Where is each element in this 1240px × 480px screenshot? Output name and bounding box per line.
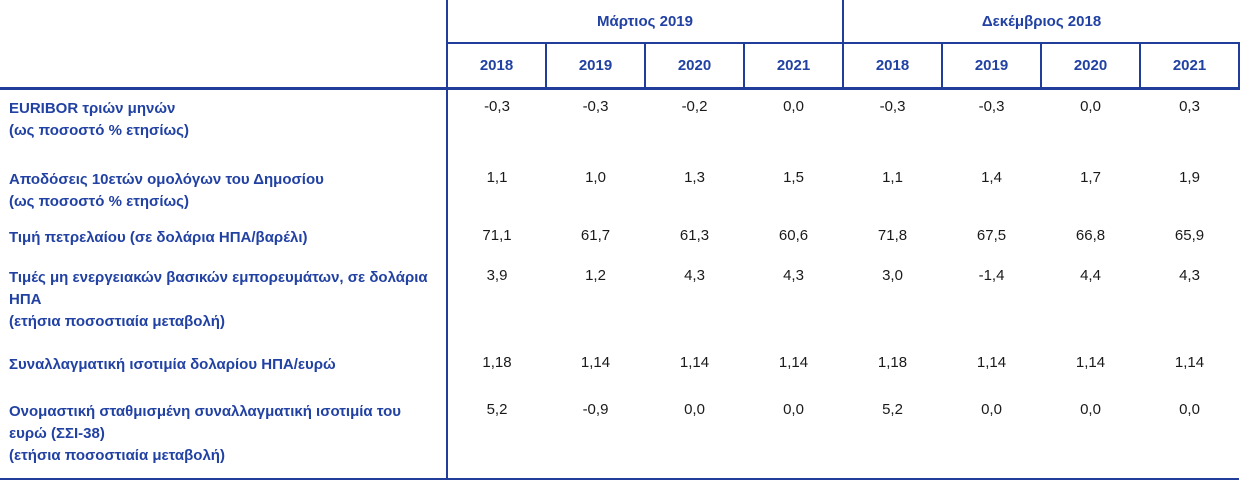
value-cell: 3,0 [882,266,903,284]
row-label [0,89,447,161]
corner-cell [0,0,447,89]
table-row-euribor [0,89,1239,161]
value-cell: 4,3 [684,266,705,284]
row-label-text: Συναλλαγματική ισοτιμία δολαρίου ΗΠΑ/ευρώ [9,355,336,373]
value-cell: 1,3 [684,168,705,186]
row-label-note: (ως ποσοστό % ετησίως) [9,192,189,210]
value-cell: 4,3 [1179,266,1200,284]
value-cell: 0,0 [1140,393,1239,479]
row-label-text: Ονομαστική σταθμισμένη συναλλαγματική ισοτιμία του ευρώ (ΣΣΙ-38) [9,402,401,442]
value-cell: 71,1 [482,226,512,244]
value-cell: 1,2 [585,266,606,284]
value-cell: 0,0 [645,393,744,479]
value-cell: 60,6 [778,226,809,244]
row-label [0,346,447,393]
row-label-text: Τιμές μη ενεργειακών βασικών εμπορευμάτων, σε δολάρια ΗΠΑ [9,268,428,308]
value-cell: 71,8 [877,226,908,244]
value-cell: 0,0 [942,393,1041,479]
table-row-oil-price [0,219,1239,259]
value-cell: 1,18 [877,353,908,371]
row-label-text: Αποδόσεις 10ετών ομολόγων του Δημοσίου [9,170,324,188]
value-cell: 1,7 [1080,168,1101,186]
value-cell: 0,3 [1179,98,1200,115]
value-cell: 4,3 [783,266,804,284]
group-header-december-2018: Δεκέμβριος 2018 [843,0,1239,43]
row-label [0,161,447,219]
value-cell: 67,5 [976,226,1007,244]
value-cell: 1,14 [1075,353,1106,371]
table-row-usd-eur-exchange-rate [0,346,1239,393]
value-cell: -0,2 [681,98,708,115]
table-row-bond-yields [0,161,1239,219]
value-cell: 1,9 [1179,168,1200,186]
table-row-non-energy-commodities [0,259,1239,346]
value-cell: 1,14 [1174,353,1205,371]
year-header-g2-2018: 2018 [843,43,942,89]
value-cell: 1,14 [580,353,611,371]
row-label [0,393,447,479]
row-label-note: (ετήσια ποσοστιαία μεταβολή) [9,312,225,330]
value-cell: -0,3 [484,98,510,115]
year-header-g2-2019: 2019 [942,43,1041,89]
value-cell: 0,0 [1041,393,1140,479]
value-cell: -1,4 [978,266,1005,284]
value-cell: 0,0 [783,98,804,115]
row-label [0,259,447,346]
value-cell: 4,4 [1080,266,1101,284]
row-label-text: EURIBOR τριών μηνών [9,100,176,117]
value-cell: 5,2 [843,393,942,479]
row-label-note: (ετήσια ποσοστιαία μεταβολή) [9,446,225,464]
value-cell: 1,14 [679,353,710,371]
value-cell: 1,5 [783,168,804,186]
value-cell: 66,8 [1075,226,1106,244]
value-cell: 5,2 [447,393,546,479]
value-cell: -0,9 [546,393,645,479]
group-header-march-2019: Μάρτιος 2019 [447,0,843,43]
row-label-note: (ως ποσοστό % ετησίως) [9,122,189,139]
value-cell: 1,1 [882,168,903,186]
value-cell: 0,0 [744,393,843,479]
year-header-g1-2020: 2020 [645,43,744,89]
row-label-text: Τιμή πετρελαίου (σε δολάρια ΗΠΑ/βαρέλι) [9,228,308,246]
value-cell: 1,4 [981,168,1002,186]
value-cell: 3,9 [486,266,508,284]
year-header-g1-2019: 2019 [546,43,645,89]
year-header-g2-2021: 2021 [1140,43,1239,89]
value-cell: 1,1 [486,168,508,186]
value-cell: 1,0 [585,168,606,186]
value-cell: 65,9 [1174,226,1205,244]
value-cell: 1,14 [778,353,809,371]
value-cell: -0,3 [879,98,906,115]
value-cell: -0,3 [978,98,1005,115]
year-header-g1-2018: 2018 [447,43,546,89]
year-header-g2-2020: 2020 [1041,43,1140,89]
group-header-row [0,0,1239,43]
row-label [0,219,447,259]
value-cell: 61,7 [580,226,611,244]
value-cell: 1,14 [976,353,1007,371]
value-cell: 0,0 [1080,98,1101,115]
year-header-g1-2021: 2021 [744,43,843,89]
table-row-nominal-effective-exchange-rate [0,393,1239,479]
value-cell: 1,18 [482,353,512,371]
value-cell: -0,3 [582,98,609,115]
value-cell: 61,3 [679,226,710,244]
